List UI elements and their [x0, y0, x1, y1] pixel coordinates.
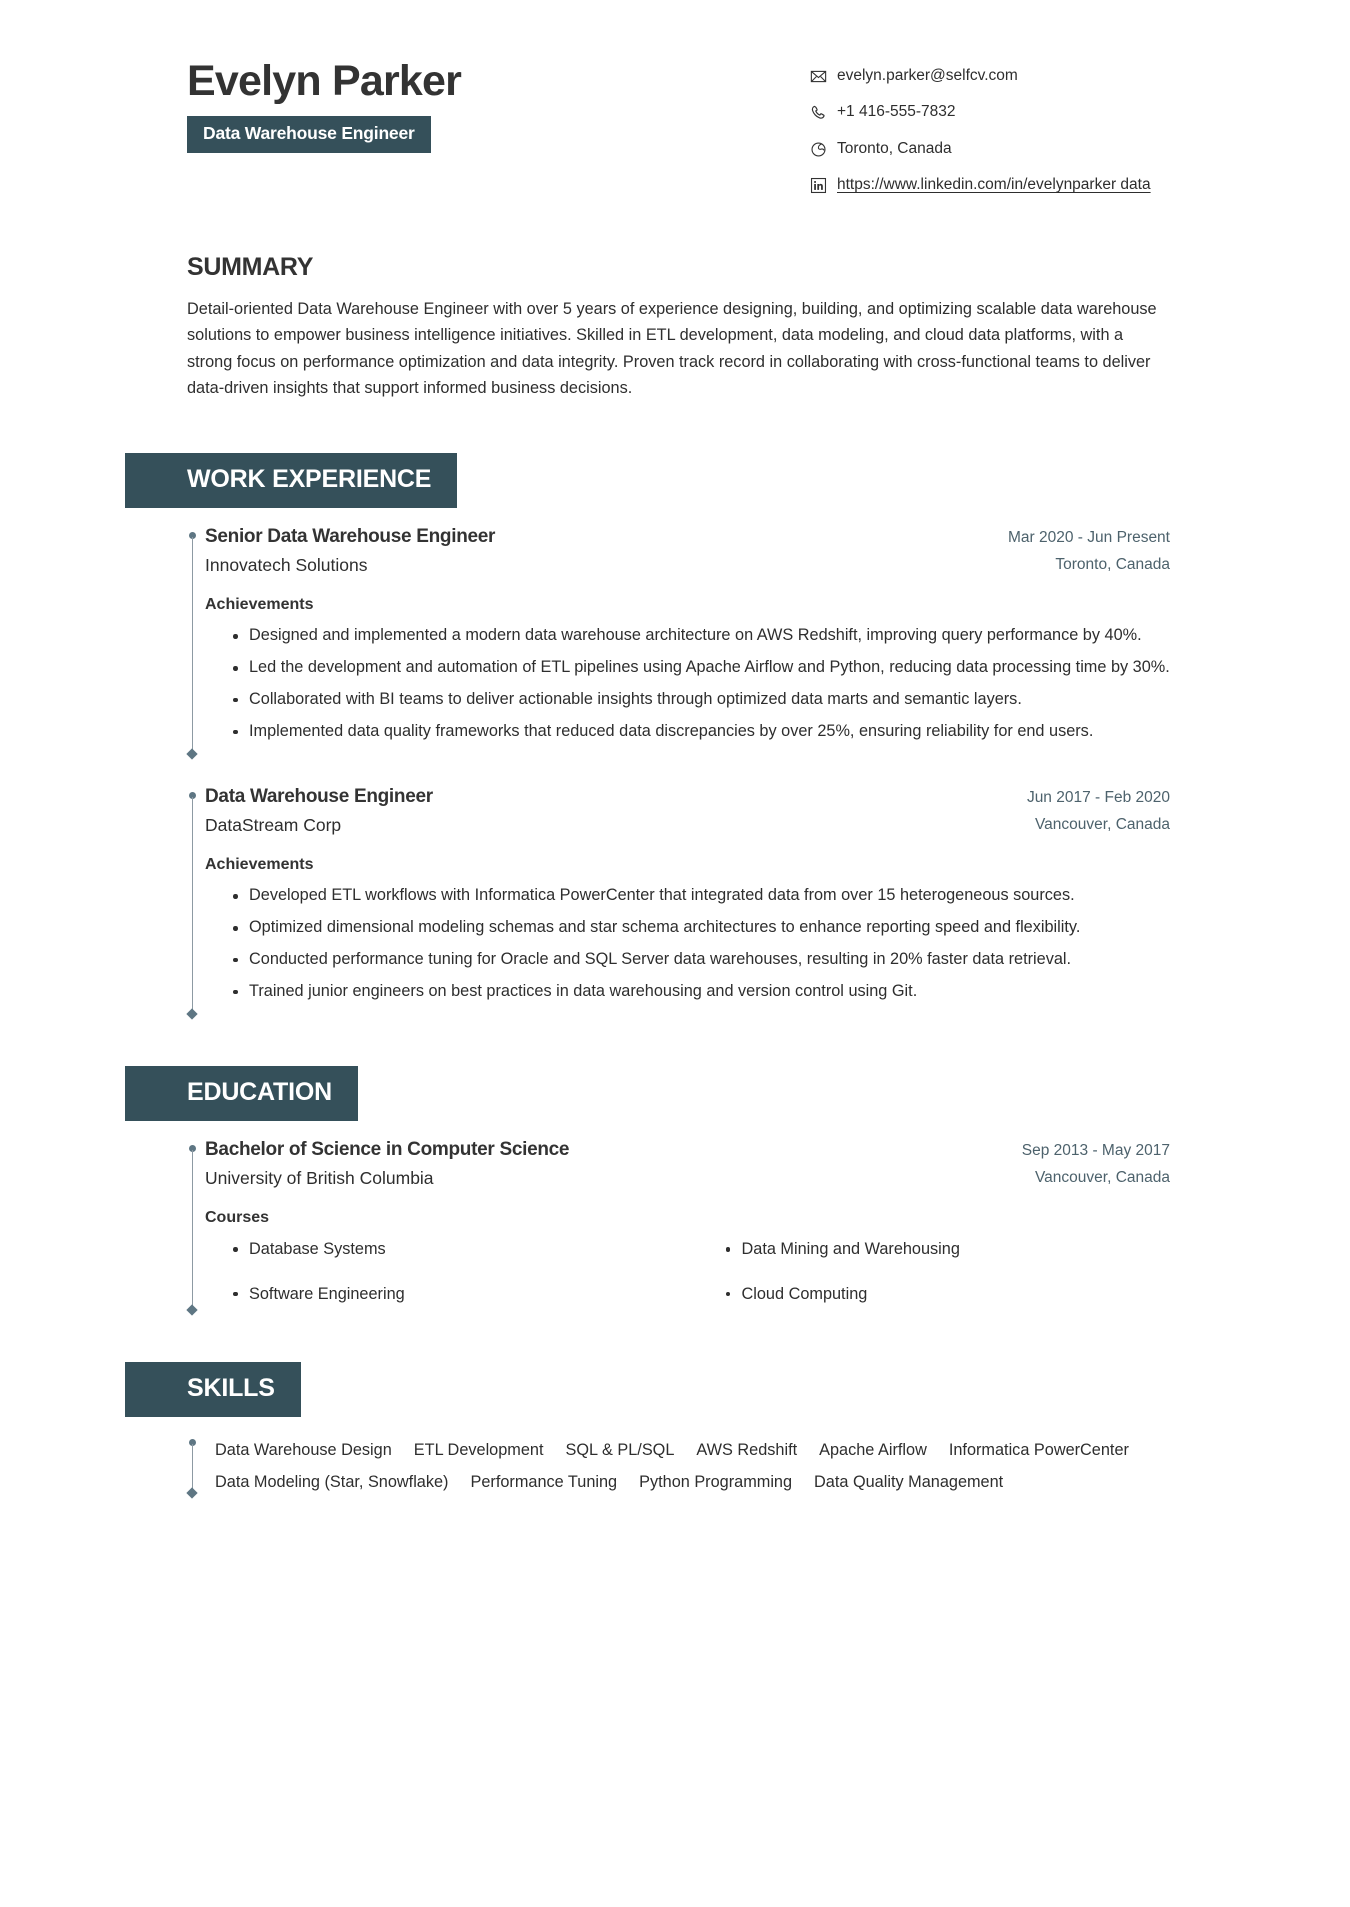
work-entry-bullets	[205, 883, 1170, 1004]
work-entry-sublabel: Achievements	[205, 596, 314, 614]
work-entry-org: DataStream Corp	[205, 815, 342, 836]
work-entry-location: Vancouver, Canada	[1034, 816, 1170, 834]
work-entries	[125, 526, 1225, 1022]
envelope-icon	[810, 68, 827, 85]
skill-chip: Data Modeling (Star, Snowflake)	[215, 1472, 449, 1491]
list-item: Data Mining and Warehousing	[698, 1237, 1171, 1261]
summary-section	[125, 253, 1225, 402]
skill-chip: ETL Development	[413, 1441, 544, 1460]
summary-heading: SUMMARY	[187, 252, 314, 281]
skills-section	[125, 1362, 1225, 1499]
contact-email	[810, 65, 1170, 87]
skills-body	[125, 1435, 1225, 1499]
resume-page	[125, 0, 1225, 1499]
education-entry-school: University of British Columbia	[205, 1168, 434, 1189]
list-item: Conducted performance tuning for Oracle and SQL Server data warehouses, resulting in 20% faster data retrieval.	[205, 947, 1170, 973]
timeline-line	[192, 537, 193, 751]
work-section	[125, 453, 1225, 1022]
work-entry-location: Toronto, Canada	[1055, 556, 1170, 574]
work-heading: WORK EXPERIENCE	[125, 453, 457, 508]
list-item: Trained junior engineers on best practices in data warehousing and version control using Git.	[205, 979, 1170, 1005]
education-entry-header	[205, 1139, 1170, 1189]
timeline-rail	[187, 1439, 197, 1497]
list-item: Implemented data quality frameworks that reduced data discrepancies by over 25%, ensuring reliability for end users.	[205, 719, 1170, 745]
skill-chip: Data Quality Management	[814, 1472, 1004, 1491]
timeline-line	[192, 1444, 193, 1490]
candidate-name: Evelyn Parker	[187, 57, 462, 105]
list-item: Software Engineering	[205, 1282, 678, 1306]
work-entry-dates: Mar 2020 - Jun Present	[1008, 529, 1170, 547]
work-entry-title: Data Warehouse Engineer	[205, 786, 433, 808]
education-entry-location: Vancouver, Canada	[1034, 1169, 1170, 1187]
course-list	[205, 1237, 1170, 1306]
resume-header	[125, 55, 1225, 197]
skill-chip: Data Warehouse Design	[215, 1441, 392, 1460]
timeline-end-diamond	[186, 749, 197, 760]
work-entry-bullets	[205, 623, 1170, 744]
timeline-end-diamond	[186, 1487, 197, 1498]
timeline-end-diamond	[186, 1305, 197, 1316]
timeline-rail	[187, 792, 197, 1018]
skill-chip: Python Programming	[639, 1472, 793, 1491]
contact-location	[810, 138, 1170, 160]
work-entry-sublabel: Achievements	[205, 856, 314, 874]
skills-wrap	[187, 1435, 1170, 1499]
work-entry-org: Innovatech Solutions	[205, 555, 368, 576]
work-entry-title: Senior Data Warehouse Engineer	[205, 526, 496, 548]
linkedin-icon	[810, 177, 827, 194]
work-entry	[187, 786, 1170, 1022]
list-item: Database Systems	[205, 1237, 678, 1261]
candidate-role-badge: Data Warehouse Engineer	[187, 116, 431, 153]
contact-linkedin[interactable]	[810, 174, 1170, 196]
list-item: Designed and implemented a modern data warehouse architecture on AWS Redshift, improving query performance by 40%.	[205, 623, 1170, 649]
contact-linkedin-link[interactable]: https://www.linkedin.com/in/evelynparker data	[837, 176, 1151, 194]
timeline-rail	[187, 532, 197, 758]
timeline-end-diamond	[186, 1009, 197, 1020]
list-item: Developed ETL workflows with Informatica PowerCenter that integrated data from over 15 heterogeneous sources.	[205, 883, 1170, 909]
work-entry	[187, 526, 1170, 762]
list-item: Collaborated with BI teams to deliver actionable insights through optimized data marts and semantic layers.	[205, 687, 1170, 713]
list-item: Led the development and automation of ETL pipelines using Apache Airflow and Python, reducing data processing time by 30%.	[205, 655, 1170, 681]
list-item: Optimized dimensional modeling schemas and star schema architectures to enhance reporting speed and flexibility.	[205, 915, 1170, 941]
identity-block	[187, 55, 461, 153]
education-entry-dates: Sep 2013 - May 2017	[1021, 1142, 1170, 1160]
timeline-line	[192, 1150, 193, 1307]
timeline-rail	[187, 1145, 197, 1314]
skills-list	[205, 1435, 1170, 1499]
phone-icon	[810, 104, 827, 121]
work-entry-dates: Jun 2017 - Feb 2020	[1026, 789, 1170, 807]
education-entry	[187, 1139, 1170, 1318]
timeline-line	[192, 797, 193, 1011]
work-entry-header	[205, 786, 1170, 836]
skill-chip: Informatica PowerCenter	[948, 1441, 1129, 1460]
contact-email-text: evelyn.parker@selfcv.com	[837, 67, 1018, 84]
education-entry-sublabel: Courses	[205, 1209, 270, 1227]
education-section	[125, 1066, 1225, 1318]
skill-chip: SQL & PL/SQL	[565, 1441, 675, 1460]
contact-location-text: Toronto, Canada	[837, 139, 952, 157]
work-entry-header	[205, 526, 1170, 576]
globe-icon	[810, 141, 827, 158]
contact-block	[810, 55, 1170, 197]
contact-phone	[810, 101, 1170, 123]
skill-chip: AWS Redshift	[696, 1441, 798, 1460]
education-heading: EDUCATION	[125, 1066, 358, 1121]
skill-chip: Apache Airflow	[819, 1441, 927, 1460]
skills-heading: SKILLS	[125, 1362, 301, 1417]
education-entry-degree: Bachelor of Science in Computer Science	[205, 1139, 570, 1161]
contact-phone-text: +1 416-555-7832	[837, 103, 956, 121]
summary-text: Detail-oriented Data Warehouse Engineer with over 5 years of experience designing, building, and optimizing scalable data warehouse solutions to empower business intelligence initiatives. Skilled in ETL development, data modeling, and cloud data platforms, with a strong focus on performance optimization and data integrity. Proven track record in collaborating with cross-functional teams to deliver data-driven insights that support informed business decisions.	[187, 299, 1157, 398]
education-entries	[125, 1139, 1225, 1318]
list-item: Cloud Computing	[698, 1282, 1171, 1306]
skill-chip: Performance Tuning	[470, 1472, 618, 1491]
